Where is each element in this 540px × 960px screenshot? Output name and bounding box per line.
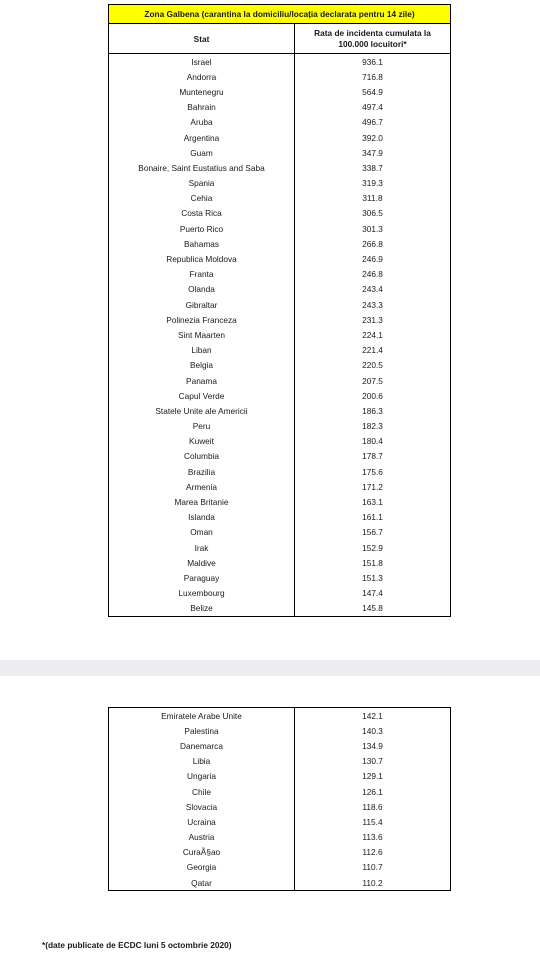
country-cell: Aruba	[109, 115, 295, 130]
country-cell: Muntenegru	[109, 84, 295, 99]
rate-cell: 564.9	[362, 86, 383, 97]
rate-cell: 200.6	[362, 390, 383, 401]
table-row	[109, 419, 451, 434]
table-row	[109, 312, 451, 327]
table-row	[109, 494, 451, 509]
table-row	[109, 282, 451, 297]
table-row	[109, 769, 451, 784]
country-cell: Spania	[109, 176, 295, 191]
table-row	[109, 464, 451, 479]
country-cell: Puerto Rico	[109, 221, 295, 236]
rate-cell: 161.1	[362, 512, 383, 523]
rate-cell: 126.1	[362, 786, 383, 797]
country-cell: Emiratele Arabe Unite	[109, 708, 295, 724]
table-row	[109, 327, 451, 342]
country-cell: CuraÃ§ao	[109, 845, 295, 860]
rate-cell: 224.1	[362, 329, 383, 340]
country-cell: Danemarca	[109, 738, 295, 753]
table-row	[109, 130, 451, 145]
table-row	[109, 251, 451, 266]
column-header-rate-line2: 100.000 locuitori*	[338, 38, 407, 49]
rate-cell: 130.7	[362, 756, 383, 767]
rate-cell: 152.9	[362, 542, 383, 553]
table-row	[109, 845, 451, 860]
table-row	[109, 570, 451, 585]
country-cell: Argentina	[109, 130, 295, 145]
country-cell: Slovacia	[109, 799, 295, 814]
country-cell: Marea Britanie	[109, 494, 295, 509]
country-cell: Columbia	[109, 449, 295, 464]
rate-cell: 243.4	[362, 284, 383, 295]
country-cell: Olanda	[109, 282, 295, 297]
rate-cell: 151.3	[362, 572, 383, 583]
table-row	[109, 221, 451, 236]
table-row	[109, 100, 451, 115]
table-row	[109, 540, 451, 555]
country-cell: Irak	[109, 540, 295, 555]
table-title: Zona Galbena (carantina la domiciliu/locația declarata pentru 14 zile)	[109, 5, 451, 24]
country-cell: Oman	[109, 525, 295, 540]
table-row	[109, 84, 451, 99]
rate-cell: 220.5	[362, 360, 383, 371]
table-header-row	[109, 24, 451, 54]
rate-cell: 221.4	[362, 345, 383, 356]
country-cell: Peru	[109, 419, 295, 434]
table-row	[109, 860, 451, 875]
table-row	[109, 555, 451, 570]
table-row	[109, 525, 451, 540]
rate-cell: 311.8	[362, 193, 383, 204]
table-row	[109, 403, 451, 418]
table-row	[109, 297, 451, 312]
rate-cell: 156.7	[362, 527, 383, 538]
rate-cell: 134.9	[362, 740, 383, 751]
table-row	[109, 784, 451, 799]
rate-cell: 180.4	[362, 436, 383, 447]
table-row	[109, 115, 451, 130]
table-row	[109, 267, 451, 282]
country-cell: Armenia	[109, 479, 295, 494]
country-cell: Panama	[109, 373, 295, 388]
table-row	[109, 160, 451, 175]
rate-cell: 151.8	[362, 557, 383, 568]
country-cell: Georgia	[109, 860, 295, 875]
rate-cell: 163.1	[362, 497, 383, 508]
country-cell: Guam	[109, 145, 295, 160]
country-cell: Capul Verde	[109, 388, 295, 403]
rate-cell: 301.3	[362, 223, 383, 234]
country-cell: Islanda	[109, 510, 295, 525]
rate-cell: 182.3	[362, 421, 383, 432]
table-row	[109, 434, 451, 449]
table-row	[109, 145, 451, 160]
footnote: *(date publicate de ECDC luni 5 octombrie 2020)	[42, 940, 232, 950]
page-gap	[0, 660, 540, 676]
table-row	[109, 799, 451, 814]
table-row	[109, 510, 451, 525]
country-cell: Chile	[109, 784, 295, 799]
table-row	[109, 601, 451, 617]
rate-cell: 392.0	[362, 132, 383, 143]
rate-cell: 112.6	[362, 847, 383, 858]
rate-cell: 306.5	[362, 208, 383, 219]
table-row	[109, 754, 451, 769]
table-row	[109, 814, 451, 829]
country-cell: Gibraltar	[109, 297, 295, 312]
country-cell: Bonaire, Saint Eustatius and Saba	[109, 160, 295, 175]
table-row	[109, 206, 451, 221]
table-row	[109, 738, 451, 753]
rate-cell: 716.8	[362, 71, 383, 82]
country-cell: Belize	[109, 601, 295, 617]
yellow-zone-table-continued-body	[109, 708, 451, 891]
rate-cell: 115.4	[362, 816, 383, 827]
column-header-country: Stat	[109, 24, 295, 54]
country-cell: Andorra	[109, 69, 295, 84]
table-row	[109, 479, 451, 494]
country-cell: Libia	[109, 754, 295, 769]
table-row	[109, 388, 451, 403]
country-cell: Maldive	[109, 555, 295, 570]
country-cell: Kuweit	[109, 434, 295, 449]
rate-cell: 246.9	[362, 254, 383, 265]
rate-cell: 147.4	[362, 588, 383, 599]
rate-cell: 178.7	[362, 451, 383, 462]
country-cell: Belgia	[109, 358, 295, 373]
yellow-zone-table-body	[109, 5, 451, 617]
rate-cell: 142.1	[362, 710, 383, 721]
table-row	[109, 69, 451, 84]
table-row	[109, 236, 451, 251]
table-row	[109, 708, 451, 724]
table-row	[109, 176, 451, 191]
table-row	[109, 373, 451, 388]
country-cell: Cehia	[109, 191, 295, 206]
country-cell: Bahrain	[109, 100, 295, 115]
country-cell: Bahamas	[109, 236, 295, 251]
rate-cell: 113.6	[362, 832, 383, 843]
country-cell: Ungaria	[109, 769, 295, 784]
table-row	[109, 358, 451, 373]
table-row	[109, 191, 451, 206]
country-cell: Qatar	[109, 875, 295, 891]
column-header-rate	[295, 24, 451, 54]
column-header-rate-line1: Rata de incidenta cumulata la	[314, 27, 431, 38]
table-row	[109, 449, 451, 464]
rate-cell: 231.3	[362, 314, 383, 325]
country-cell: Statele Unite ale Americii	[109, 403, 295, 418]
table-row	[109, 723, 451, 738]
table-title-row	[109, 5, 451, 24]
country-cell: Ucraina	[109, 814, 295, 829]
country-cell: Brazilia	[109, 464, 295, 479]
rate-cell: 171.2	[362, 481, 383, 492]
country-cell: Luxembourg	[109, 586, 295, 601]
document-page-2	[0, 676, 540, 960]
rate-cell: 496.7	[362, 117, 383, 128]
rate-cell: 140.3	[362, 725, 383, 736]
country-cell: Palestina	[109, 723, 295, 738]
rate-cell: 129.1	[362, 771, 383, 782]
yellow-zone-table	[108, 4, 451, 617]
rate-cell: 145.8	[362, 603, 383, 614]
rate-cell: 936.1	[362, 56, 383, 67]
rate-cell: 118.6	[362, 801, 383, 812]
table-row	[109, 586, 451, 601]
country-cell: Franta	[109, 267, 295, 282]
country-cell: Paraguay	[109, 570, 295, 585]
table-row	[109, 875, 451, 891]
rate-cell: 243.3	[362, 299, 383, 310]
rate-cell: 175.6	[362, 466, 383, 477]
rate-cell: 497.4	[362, 102, 383, 113]
rate-cell: 186.3	[362, 405, 383, 416]
country-cell: Sint Maarten	[109, 327, 295, 342]
yellow-zone-table-continued	[108, 707, 451, 891]
country-cell: Liban	[109, 343, 295, 358]
country-cell: Austria	[109, 830, 295, 845]
country-cell: Polinezia Franceza	[109, 312, 295, 327]
country-cell: Costa Rica	[109, 206, 295, 221]
rate-cell: 110.2	[362, 877, 383, 888]
table-row	[109, 830, 451, 845]
country-cell: Israel	[109, 54, 295, 70]
rate-cell: 266.8	[362, 238, 383, 249]
rate-cell: 319.3	[362, 178, 383, 189]
rate-cell: 246.8	[362, 269, 383, 280]
table-row	[109, 343, 451, 358]
rate-cell: 110.7	[362, 862, 383, 873]
rate-cell: 347.9	[362, 147, 383, 158]
rate-cell: 207.5	[362, 375, 383, 386]
table-row	[109, 54, 451, 70]
country-cell: Republica Moldova	[109, 251, 295, 266]
rate-cell: 338.7	[362, 162, 383, 173]
